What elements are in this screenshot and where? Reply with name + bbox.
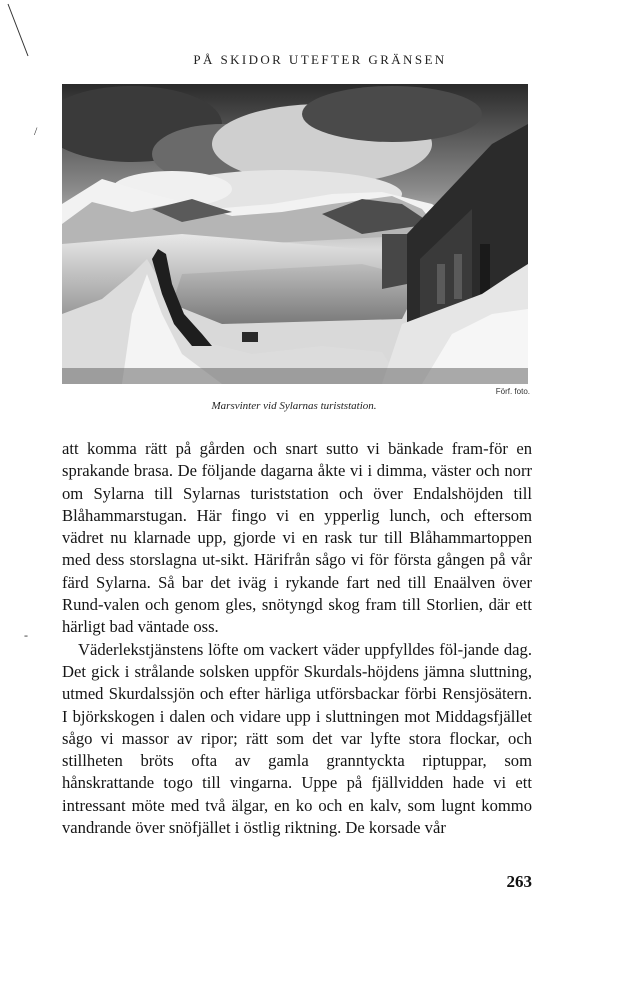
photo-caption: Marsvinter vid Sylarnas turiststation. [211,400,377,412]
photo-credit: Förf. foto. [495,387,530,396]
page-edge-line [6,0,32,60]
margin-mark: / [34,124,38,138]
winter-mountain-photo-icon [62,84,528,384]
margin-mark: - [24,628,28,642]
page-number: 263 [506,872,532,891]
paragraph: Väderlekstjänstens löfte om vackert väder uppfylldes föl-jande dag. Det gick i strålande solsken uppför Skurdals-höjdens jämna sluttning, utmed Skurdalssjön och efter härliga utförsbackar förbi Rensjösätern. I björkskogen i dalen och vidare upp i sluttningen mot Middagsfjället sågo vi massor av ripor; rätt som det var lyfte stora flockar, och stillheten bröts ofta av gamla granntyckta riptuppar, som hånskrattande togo till vingarna. Uppe på fjällvidden hade vi ett intressant möte med två älgar, en ko och en kalv, som lugnt kommo vandrande över snöfjället i östlig riktning. De korsade vår [62,639,532,838]
running-head: PÅ SKIDOR UTEFTER GRÄNSEN [193,52,447,67]
body-text [62,438,532,839]
photograph [62,84,528,384]
paragraph: att komma rätt på gården och snart sutto vi bänkade fram-för en sprakande brasa. De följande dagarna åkte vi i dimma, väster och norr om Sylarna till Sylarnas turiststation och över Endalshöjden till Blåhammarstugan. Här fingo vi en ypperlig lunch, och eftersom vädret nu klarnade upp, gjorde vi en rask tur till Blåhammartoppen med dess storslagna ut-sikt. Härifrån sågo vi för första gången på vår färd Sylarna. Så bar det iväg i rykande fart ned till Enaälven över Rund-valen och genom gles, snötyngd skog fram till Storlien, där ett härligt bad väntade oss. [62,439,532,637]
